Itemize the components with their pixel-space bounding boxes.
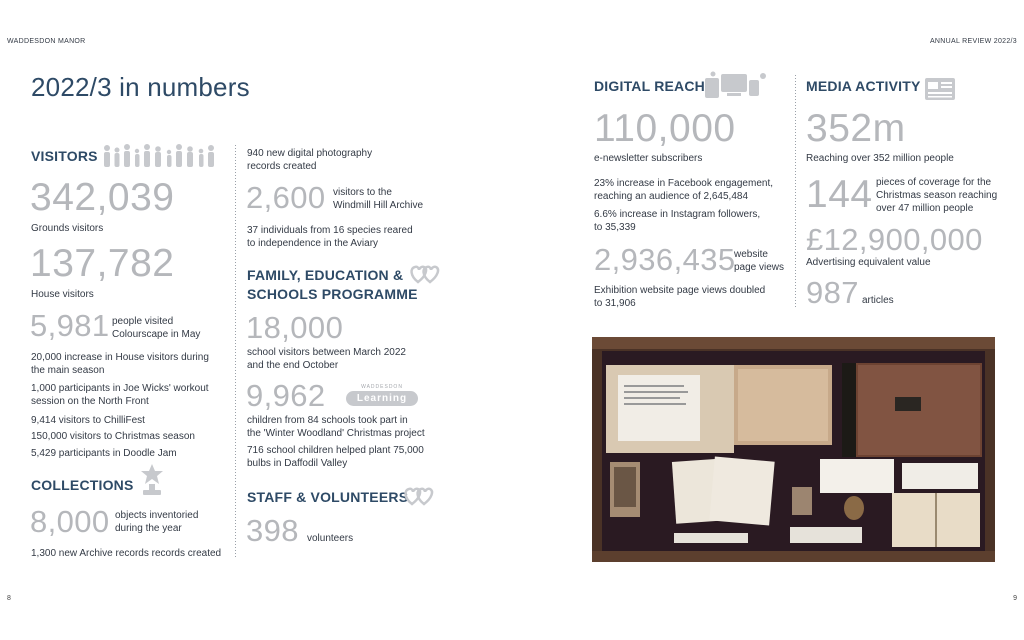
objects-value: 8,000 — [30, 504, 110, 539]
hearts-icon — [408, 262, 440, 286]
bulbs-fact-1: 716 school children helped plant 75,000 — [247, 445, 424, 456]
school-visitors-label-1: school visitors between March 2022 — [247, 347, 406, 358]
media-heading: MEDIA ACTIVITY — [806, 78, 921, 94]
photo-records-1: 940 new digital photography — [247, 148, 373, 159]
archive-records-fact: 1,300 new Archive records records created — [31, 548, 222, 559]
visitors-fact: 1,000 participants in Joe Wicks' workout — [31, 383, 209, 394]
coverage-label-3: over 47 million people — [876, 203, 974, 214]
school-visitors-value: 18,000 — [246, 310, 344, 345]
page-title: 2022/3 in numbers — [31, 72, 250, 102]
colourscape-label-2: Colourscape in May — [112, 329, 201, 340]
visitors-fact: 150,000 visitors to Christmas season — [31, 431, 195, 442]
facebook-fact-2: reaching an audience of 2,645,484 — [594, 191, 749, 202]
devices-icon — [703, 70, 769, 100]
articles-label: articles — [862, 295, 894, 306]
objects-label-2: during the year — [115, 523, 182, 534]
page-number-right: 9 — [1013, 595, 1017, 602]
archive-visitors-label-1: visitors to the — [333, 187, 392, 198]
visitors-fact: 20,000 increase in House visitors during — [31, 352, 209, 363]
column-divider — [795, 75, 796, 307]
learning-logo-text: Learning — [346, 391, 418, 406]
volunteers-value: 398 — [246, 513, 299, 548]
children-label-2: the 'Winter Woodland' Christmas project — [247, 428, 425, 439]
grounds-visitors-label: Grounds visitors — [31, 223, 104, 234]
articles-value: 987 — [806, 275, 859, 310]
colourscape-value: 5,981 — [30, 308, 110, 343]
visitors-fact: the main season — [31, 365, 105, 376]
newspaper-icon — [923, 74, 957, 102]
staff-heading: STAFF & VOLUNTEERS — [247, 489, 409, 505]
people-icon — [101, 143, 221, 169]
digital-heading: DIGITAL REACH — [594, 78, 705, 94]
exhibition-fact-2: to 31,906 — [594, 298, 636, 309]
colourscape-label-1: people visited — [112, 316, 174, 327]
children-value: 9,962 — [246, 378, 326, 413]
media-reach-value: 352m — [806, 107, 906, 150]
children-label-1: children from 84 schools took part in — [247, 415, 408, 426]
visitors-heading: VISITORS — [31, 148, 98, 164]
learning-logo-small: WADDESDON — [361, 384, 403, 390]
volunteers-label: volunteers — [307, 533, 354, 544]
media-reach-label: Reaching over 352 million people — [806, 153, 954, 164]
instagram-fact-1: 6.6% increase in Instagram followers, — [594, 209, 761, 220]
column-divider — [235, 145, 236, 558]
archive-visitors-label-2: Windmill Hill Archive — [333, 200, 424, 211]
school-visitors-label-2: and the end October — [247, 360, 339, 371]
education-heading-2: SCHOOLS PROGRAMME — [247, 286, 418, 302]
visitors-fact: 9,414 visitors to ChilliFest — [31, 415, 145, 426]
instagram-fact-2: to 35,339 — [594, 222, 636, 233]
education-heading-1: FAMILY, EDUCATION & — [247, 267, 404, 283]
house-visitors-value: 137,782 — [30, 242, 175, 285]
coverage-value: 144 — [806, 173, 873, 216]
header-right: ANNUAL REVIEW 2022/3 — [929, 38, 1017, 45]
bulbs-fact-2: bulbs in Daffodil Valley — [247, 458, 348, 469]
facebook-fact-1: 23% increase in Facebook engagement, — [594, 178, 774, 189]
exhibition-fact-1: Exhibition website page views doubled — [594, 285, 766, 296]
archive-visitors-value: 2,600 — [246, 180, 326, 215]
website-views-value: 2,936,435 — [594, 242, 736, 277]
trophy-icon — [135, 462, 169, 500]
newsletter-value: 110,000 — [594, 107, 736, 150]
header-left: WADDESDON MANOR — [7, 38, 86, 45]
archive-display-photo — [592, 337, 995, 562]
learning-logo — [346, 384, 418, 410]
hearts-icon — [402, 484, 436, 508]
grounds-visitors-value: 342,039 — [30, 176, 175, 219]
website-views-label-1: website — [734, 249, 768, 260]
newsletter-label: e-newsletter subscribers — [594, 153, 703, 164]
objects-label-1: objects inventoried — [115, 510, 199, 521]
aviary-fact-1: 37 individuals from 16 species reared — [247, 225, 413, 236]
visitors-fact: session on the North Front — [31, 396, 149, 407]
collections-heading: COLLECTIONS — [31, 477, 134, 493]
coverage-label-1: pieces of coverage for the — [876, 177, 992, 188]
photo-records-2: records created — [247, 161, 317, 172]
page-number-left: 8 — [7, 595, 11, 602]
aviary-fact-2: to independence in the Aviary — [247, 238, 379, 249]
house-visitors-label: House visitors — [31, 289, 94, 300]
ave-value: £12,900,000 — [806, 222, 983, 257]
ave-label: Advertising equivalent value — [806, 257, 931, 268]
coverage-label-2: Christmas season reaching — [876, 190, 998, 201]
visitors-fact: 5,429 participants in Doodle Jam — [31, 448, 177, 459]
website-views-label-2: page views — [734, 262, 785, 273]
